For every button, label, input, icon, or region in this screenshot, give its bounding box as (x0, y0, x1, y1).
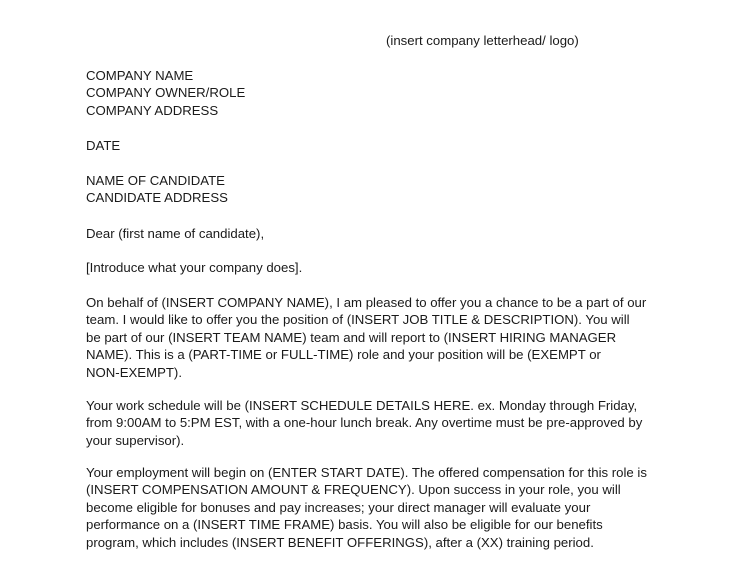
candidate-block (86, 172, 228, 207)
company-owner-role: COMPANY OWNER/ROLE (86, 85, 246, 101)
paragraph-line: become eligible for bonuses and pay increases; your direct manager will evaluate your (86, 499, 591, 515)
paragraph-line: program, which includes (INSERT BENEFIT OFFERINGS), after a (XX) training period. (86, 534, 594, 550)
paragraph-line: NAME). This is a (PART-TIME or FULL-TIME) role and your position will be (EXEMPT or (86, 347, 601, 363)
company-address: COMPANY ADDRESS (86, 102, 219, 118)
paragraph-line: performance on a (INSERT TIME FRAME) basis. You will also be eligible for our benefits (86, 517, 603, 533)
paragraph-line: (INSERT COMPENSATION AMOUNT & FREQUENCY). Upon success in your role, you will (86, 482, 621, 498)
schedule-paragraph (86, 397, 642, 449)
paragraph-line: NON-EXEMPT). (86, 364, 182, 380)
company-name: COMPANY NAME (86, 68, 194, 83)
compensation-paragraph (86, 464, 647, 551)
company-block (86, 67, 245, 119)
salutation: Dear (first name of candidate), (86, 226, 265, 241)
paragraph-line: team. I would like to offer you the position of (INSERT JOB TITLE & DESCRIPTION). You will (86, 312, 630, 328)
date: DATE (86, 138, 121, 153)
paragraph-line: Your work schedule will be (INSERT SCHEDULE DETAILS HERE. ex. Monday through Friday, (86, 398, 638, 413)
letterhead-placeholder: (insert company letterhead/ logo) (386, 33, 579, 48)
candidate-name: NAME OF CANDIDATE (86, 173, 225, 188)
paragraph-line: On behalf of (INSERT COMPANY NAME), I am pleased to offer you a chance to be a part of our (86, 295, 647, 310)
offer-paragraph (86, 294, 646, 381)
intro-line: [Introduce what your company does]. (86, 260, 303, 275)
paragraph-line: be part of our (INSERT TEAM NAME) team and will report to (INSERT HIRING MANAGER (86, 329, 617, 345)
candidate-address: CANDIDATE ADDRESS (86, 190, 228, 206)
paragraph-line: Your employment will begin on (ENTER START DATE). The offered compensation for this role is (86, 465, 647, 480)
paragraph-line: your supervisor). (86, 432, 185, 448)
paragraph-line: from 9:00AM to 5:PM EST, with a one-hour lunch break. Any overtime must be pre-approved by (86, 415, 643, 431)
